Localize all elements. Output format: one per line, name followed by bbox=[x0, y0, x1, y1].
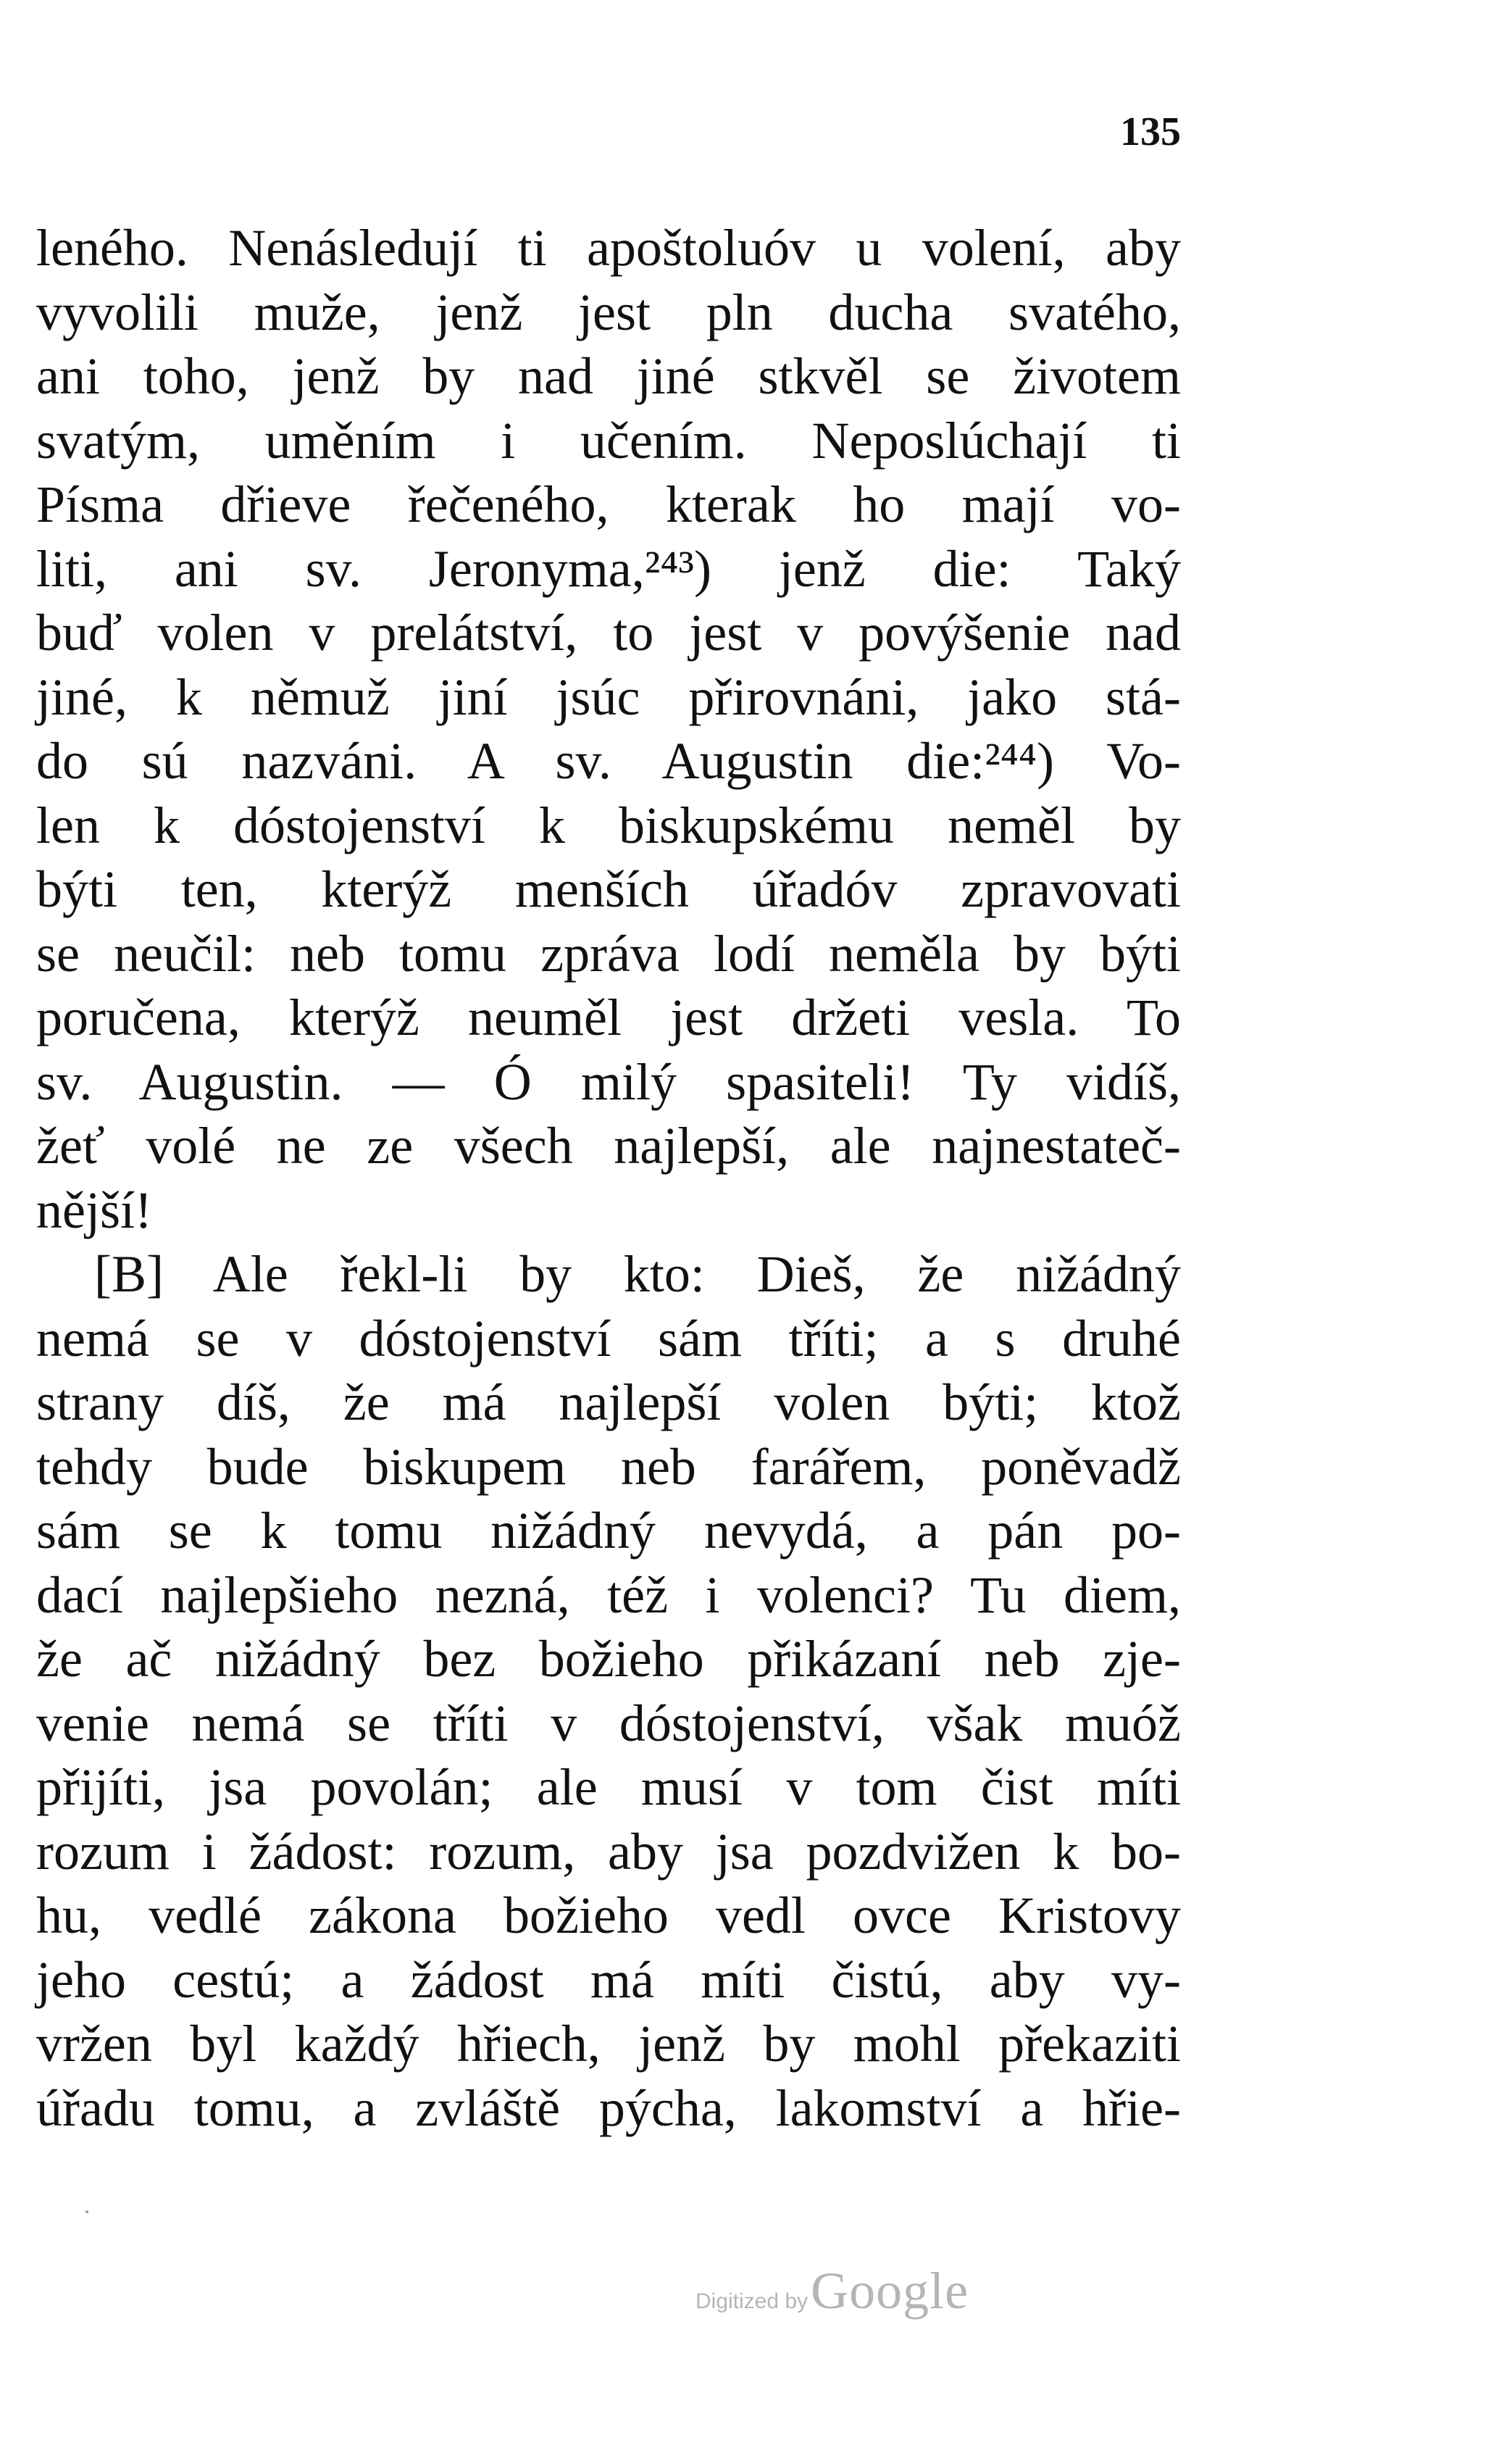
text-line: býti ten, kterýž menších úřadóv zpravovati bbox=[36, 860, 1181, 918]
text-line: liti, ani sv. Jeronyma,²⁴³) jenž die: Taký bbox=[36, 539, 1181, 598]
text-line: [B] Ale řekl-li by kto: Dieš, že nižádný bbox=[94, 1245, 1181, 1303]
text-line: rozum i žádost: rozum, aby jsa pozdvižen k bo- bbox=[36, 1822, 1181, 1881]
text-line: buď volen v prelátství, to jest v povýšenie nad bbox=[36, 604, 1181, 662]
text-line: ani toho, jenž by nad jiné stkvěl se životem bbox=[36, 347, 1181, 405]
watermark-logo: Google bbox=[811, 2262, 969, 2320]
watermark-prefix: Digitized by bbox=[695, 2289, 809, 2313]
body-text bbox=[36, 216, 1181, 2140]
text-line: svatým, uměním i učením. Neposlúchají ti bbox=[36, 411, 1181, 470]
page-number: 135 bbox=[1120, 109, 1181, 154]
text-line: jeho cestú; a žádost má míti čistú, aby vy- bbox=[36, 1950, 1181, 2009]
text-line: Písma dřieve řečeného, kterak ho mají vo- bbox=[36, 475, 1181, 533]
text-line: sám se k tomu nižádný nevydá, a pán po- bbox=[36, 1502, 1181, 1560]
scan-speck bbox=[85, 2210, 88, 2213]
text-line: přijíti, jsa povolán; ale musí v tom čist míti bbox=[36, 1758, 1181, 1816]
text-line: hu, vedlé zákona božieho vedl ovce Kristovy bbox=[36, 1886, 1181, 1944]
text-line: tehdy bude biskupem neb farářem, poněvadž bbox=[36, 1437, 1181, 1496]
text-line: vyvolili muže, jenž jest pln ducha svatého, bbox=[36, 283, 1181, 341]
text-line: úřadu tomu, a zvláště pýcha, lakomství a hřie- bbox=[36, 2078, 1181, 2137]
text-line: sv. Augustin. — Ó milý spasiteli! Ty vidíš, bbox=[36, 1052, 1181, 1111]
text-line: nější! bbox=[36, 1181, 152, 1239]
text-line: poručena, kterýž neuměl jest držeti vesla. To bbox=[36, 988, 1181, 1046]
text-line: do sú nazváni. A sv. Augustin die:²⁴⁴) Vo- bbox=[36, 732, 1181, 790]
text-line: jiné, k němuž jiní jsúc přirovnáni, jako stá- bbox=[36, 667, 1181, 726]
text-line: se neučil: neb tomu zpráva lodí neměla by býti bbox=[36, 924, 1181, 983]
text-line: nemá se v dóstojenství sám tříti; a s druhé bbox=[36, 1309, 1181, 1368]
text-line: dací najlepšieho nezná, též i volenci? Tu diem, bbox=[36, 1565, 1181, 1624]
text-line: len k dóstojenství k biskupskému neměl by bbox=[36, 796, 1181, 854]
digitized-watermark bbox=[695, 2261, 1000, 2326]
text-line: leného. Nenásledují ti apoštoluóv u volení, aby bbox=[36, 219, 1181, 277]
text-line: venie nemá se tříti v dóstojenství, však muóž bbox=[36, 1694, 1181, 1752]
text-line: žeť volé ne ze všech najlepší, ale najnestateč- bbox=[36, 1117, 1181, 1175]
text-line: strany díš, že má najlepší volen býti; ktož bbox=[36, 1373, 1181, 1431]
text-line: vržen byl každý hřiech, jenž by mohl překaziti bbox=[36, 2015, 1181, 2073]
text-line: že ač nižádný bez božieho přikázaní neb zje- bbox=[36, 1630, 1181, 1688]
